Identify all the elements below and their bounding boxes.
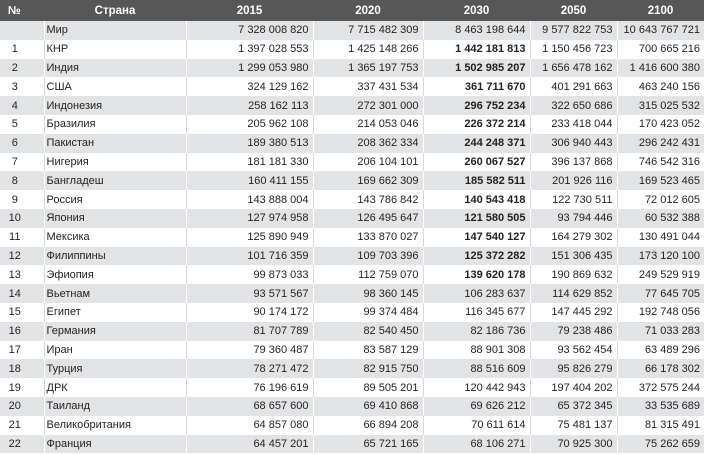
country-name: Индия xyxy=(44,59,186,78)
population-2100: 72 012 605 xyxy=(644,193,700,206)
header-year-2030: 2030 xyxy=(463,4,490,17)
population-2050: 401 291 663 xyxy=(530,77,617,96)
row-number: 3 xyxy=(0,77,44,96)
row-number: 20 xyxy=(0,397,44,416)
country-name: Эфиопия xyxy=(44,265,186,284)
country-name: Франция xyxy=(44,435,186,454)
population-2030: 140 543 418 xyxy=(423,190,530,209)
table-row xyxy=(0,40,704,59)
table-row xyxy=(0,397,704,416)
table-row xyxy=(0,21,704,40)
population-2050: 147 445 292 xyxy=(530,303,617,322)
population-2015: 93 571 567 xyxy=(186,284,313,303)
population-2020: 1 425 148 266 xyxy=(313,40,423,59)
population-2030: 185 582 511 xyxy=(423,171,530,190)
row-number: 9 xyxy=(0,190,44,209)
population-2030: 70 611 614 xyxy=(423,416,530,435)
population-2100: 372 575 244 xyxy=(638,381,700,394)
population-2050: 114 629 852 xyxy=(530,284,617,303)
population-2030: 8 463 198 644 xyxy=(423,21,530,40)
table-row xyxy=(0,59,704,78)
population-2050: 190 869 632 xyxy=(530,265,617,284)
population-2050: 9 577 822 753 xyxy=(530,21,617,40)
population-2015: 81 707 789 xyxy=(186,322,313,341)
country-name: Пакистан xyxy=(44,134,186,153)
population-2050: 70 925 300 xyxy=(530,435,617,454)
population-2100: 700 665 216 xyxy=(638,43,700,56)
country-name: Германия xyxy=(44,322,186,341)
population-2030: 116 345 677 xyxy=(423,303,530,322)
country-name: Мексика xyxy=(44,228,186,247)
population-2030: 121 580 505 xyxy=(423,209,530,228)
population-2050: 151 306 435 xyxy=(530,247,617,266)
population-2015: 1 397 028 553 xyxy=(186,40,313,59)
header-country: Страна xyxy=(94,4,136,17)
population-2015: 258 162 113 xyxy=(186,96,313,115)
table-row xyxy=(0,134,704,153)
population-2020: 1 365 197 753 xyxy=(313,59,423,78)
header-year-2015: 2015 xyxy=(236,4,263,17)
population-2020: 89 505 201 xyxy=(313,378,423,397)
population-2100: 463 240 156 xyxy=(638,80,700,93)
population-2050: 233 418 044 xyxy=(530,115,617,134)
row-number: 12 xyxy=(0,247,44,266)
population-2030: 68 106 271 xyxy=(423,435,530,454)
country-name: Турция xyxy=(44,359,186,378)
table-row xyxy=(0,171,704,190)
population-2015: 64 857 080 xyxy=(186,416,313,435)
population-2050: 93 794 446 xyxy=(530,209,617,228)
population-2100: 249 529 919 xyxy=(638,268,700,281)
population-2050: 306 940 443 xyxy=(530,134,617,153)
row-number: 10 xyxy=(0,209,44,228)
country-name: КНР xyxy=(44,40,186,59)
population-2050: 122 730 511 xyxy=(530,190,617,209)
country-name: Вьетнам xyxy=(44,284,186,303)
population-2030: 82 186 736 xyxy=(423,322,530,341)
table-row xyxy=(0,341,704,360)
table-row xyxy=(0,209,704,228)
table-row xyxy=(0,265,704,284)
population-2100: 192 748 056 xyxy=(638,306,700,319)
population-2015: 78 271 472 xyxy=(186,359,313,378)
population-2030: 244 248 371 xyxy=(423,134,530,153)
table-row xyxy=(0,115,704,134)
population-2015: 189 380 513 xyxy=(186,134,313,153)
population-2050: 79 238 486 xyxy=(530,322,617,341)
header-year-2020: 2020 xyxy=(355,4,381,17)
population-2030: 69 626 212 xyxy=(423,397,530,416)
population-2020: 126 495 647 xyxy=(313,209,423,228)
population-2015: 64 457 201 xyxy=(186,435,313,454)
population-2015: 143 888 004 xyxy=(186,190,313,209)
header-year-2100: 2100 xyxy=(647,4,674,17)
population-2020: 82 540 450 xyxy=(313,322,423,341)
population-2020: 69 410 868 xyxy=(313,397,423,416)
population-2100: 81 315 491 xyxy=(644,419,700,432)
header-year-2050: 2050 xyxy=(560,4,587,17)
population-2050: 1 150 456 723 xyxy=(530,40,617,59)
country-name: Великобритания xyxy=(44,416,186,435)
population-2050: 396 137 868 xyxy=(530,153,617,172)
population-2100: 10 643 767 721 xyxy=(623,24,700,37)
population-2100: 77 645 705 xyxy=(644,287,700,300)
header-row xyxy=(0,0,704,21)
population-2050: 75 481 137 xyxy=(530,416,617,435)
country-name: Япония xyxy=(44,209,186,228)
population-2030: 139 620 178 xyxy=(423,265,530,284)
population-2020: 214 053 046 xyxy=(313,115,423,134)
population-2100: 1 416 600 380 xyxy=(629,61,700,74)
table-row xyxy=(0,359,704,378)
population-2015: 1 299 053 980 xyxy=(186,59,313,78)
country-name: Иран xyxy=(44,341,186,360)
population-2030: 226 372 214 xyxy=(423,115,530,134)
table-row xyxy=(0,378,704,397)
population-2050: 322 650 686 xyxy=(530,96,617,115)
country-name: Таиланд xyxy=(44,397,186,416)
row-number: 21 xyxy=(0,416,44,435)
population-2015: 101 716 359 xyxy=(186,247,313,266)
table-row xyxy=(0,190,704,209)
population-2100: 66 178 302 xyxy=(644,362,700,375)
population-2020: 272 301 000 xyxy=(313,96,423,115)
row-number: 2 xyxy=(0,59,44,78)
population-2015: 7 328 008 820 xyxy=(186,21,313,40)
header-num: № xyxy=(8,4,21,17)
row-number: 11 xyxy=(0,228,44,247)
country-name: Индонезия xyxy=(44,96,186,115)
population-2015: 76 196 619 xyxy=(186,378,313,397)
population-2030: 361 711 670 xyxy=(423,77,530,96)
country-name: Россия xyxy=(44,190,186,209)
population-2020: 337 431 534 xyxy=(313,77,423,96)
table-row xyxy=(0,284,704,303)
table-row xyxy=(0,247,704,266)
population-2020: 66 894 208 xyxy=(313,416,423,435)
country-name: Египет xyxy=(44,303,186,322)
population-2020: 83 587 129 xyxy=(313,341,423,360)
population-2020: 65 721 165 xyxy=(313,435,423,454)
population-2020: 208 362 334 xyxy=(313,134,423,153)
population-2030: 260 067 527 xyxy=(423,153,530,172)
population-2050: 93 562 454 xyxy=(530,341,617,360)
table-row xyxy=(0,77,704,96)
population-2030: 296 752 234 xyxy=(423,96,530,115)
country-name: Бразилия xyxy=(44,115,186,134)
population-2100: 315 025 532 xyxy=(638,99,700,112)
population-2015: 205 962 108 xyxy=(186,115,313,134)
population-2020: 82 915 750 xyxy=(313,359,423,378)
row-number: 8 xyxy=(0,171,44,190)
population-2020: 112 759 070 xyxy=(313,265,423,284)
population-2030: 88 901 308 xyxy=(423,341,530,360)
population-2020: 7 715 482 309 xyxy=(313,21,423,40)
population-2100: 746 542 316 xyxy=(638,155,700,168)
country-name: Бангладеш xyxy=(44,171,186,190)
population-2050: 197 404 202 xyxy=(530,378,617,397)
row-number: 19 xyxy=(0,378,44,397)
population-2030: 88 516 609 xyxy=(423,359,530,378)
row-number: 1 xyxy=(0,40,44,59)
population-2030: 1 502 985 207 xyxy=(423,59,530,78)
row-number: 14 xyxy=(0,284,44,303)
table-row xyxy=(0,96,704,115)
population-2050: 164 279 302 xyxy=(530,228,617,247)
population-2015: 324 129 162 xyxy=(186,77,313,96)
row-number: 6 xyxy=(0,134,44,153)
population-2050: 65 372 345 xyxy=(530,397,617,416)
row-number: 4 xyxy=(0,96,44,115)
population-2020: 99 374 484 xyxy=(313,303,423,322)
population-2015: 79 360 487 xyxy=(186,341,313,360)
population-2015: 127 974 958 xyxy=(186,209,313,228)
population-2050: 201 926 116 xyxy=(530,171,617,190)
population-2020: 133 870 027 xyxy=(313,228,423,247)
population-2015: 68 657 600 xyxy=(186,397,313,416)
table-row xyxy=(0,435,704,454)
row-number: 22 xyxy=(0,435,44,454)
population-2100: 33 535 689 xyxy=(644,400,700,413)
population-2015: 181 181 330 xyxy=(186,153,313,172)
population-2020: 143 786 842 xyxy=(313,190,423,209)
population-2050: 95 826 279 xyxy=(530,359,617,378)
population-2100: 60 532 388 xyxy=(644,212,700,225)
row-number: 7 xyxy=(0,153,44,172)
population-2015: 99 873 033 xyxy=(186,265,313,284)
population-2015: 125 890 949 xyxy=(186,228,313,247)
country-name: Филиппины xyxy=(44,247,186,266)
table-row xyxy=(0,228,704,247)
population-2015: 90 174 172 xyxy=(186,303,313,322)
population-2100: 173 120 100 xyxy=(638,249,700,262)
country-name: США xyxy=(44,77,186,96)
population-2020: 98 360 145 xyxy=(313,284,423,303)
population-2100: 75 262 659 xyxy=(644,437,700,450)
population-2030: 125 372 282 xyxy=(423,247,530,266)
population-2015: 160 411 155 xyxy=(186,171,313,190)
country-name: Нигерия xyxy=(44,153,186,172)
population-2030: 120 442 943 xyxy=(423,378,530,397)
population-2100: 71 033 283 xyxy=(644,325,700,338)
population-2100: 63 489 296 xyxy=(644,343,700,356)
row-number xyxy=(0,21,44,40)
table-row xyxy=(0,322,704,341)
row-number: 17 xyxy=(0,341,44,360)
population-2020: 169 662 309 xyxy=(313,171,423,190)
row-number: 5 xyxy=(0,115,44,134)
population-2020: 109 703 396 xyxy=(313,247,423,266)
row-number: 15 xyxy=(0,303,44,322)
table-row xyxy=(0,416,704,435)
population-2050: 1 656 478 162 xyxy=(530,59,617,78)
population-2030: 147 540 127 xyxy=(423,228,530,247)
table-row xyxy=(0,303,704,322)
population-2020: 206 104 101 xyxy=(313,153,423,172)
population-2100: 170 423 052 xyxy=(638,118,700,131)
population-2100: 296 242 431 xyxy=(638,137,700,150)
population-2100: 130 491 044 xyxy=(638,231,700,244)
population-2030: 1 442 181 813 xyxy=(423,40,530,59)
table-row xyxy=(0,153,704,172)
country-name: Мир xyxy=(44,21,186,40)
row-number: 18 xyxy=(0,359,44,378)
row-number: 13 xyxy=(0,265,44,284)
row-number: 16 xyxy=(0,322,44,341)
population-2030: 106 283 637 xyxy=(423,284,530,303)
population-2100: 169 523 465 xyxy=(638,174,700,187)
country-name: ДРК xyxy=(44,378,186,397)
